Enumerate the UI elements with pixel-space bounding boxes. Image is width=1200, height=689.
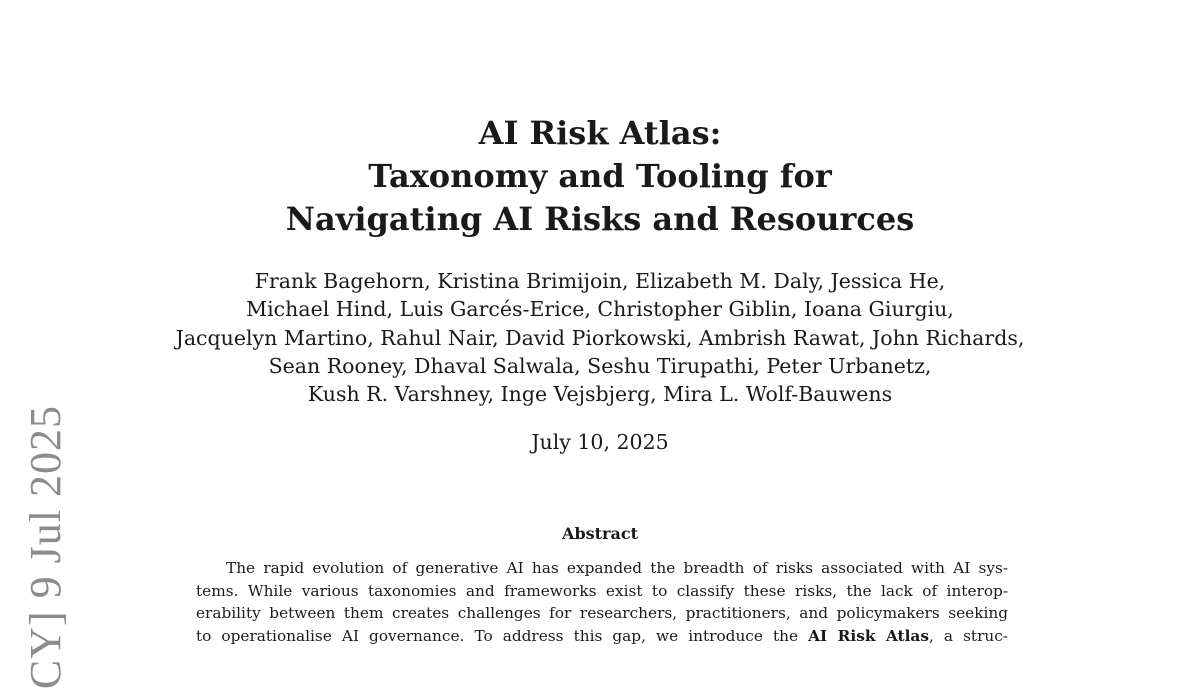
abstract-line: [196, 625, 1008, 648]
author-list: [0, 267, 1200, 408]
abstract-bold-term: AI Risk Atlas: [808, 626, 929, 645]
paper-title: [0, 112, 1200, 241]
title-line-3: Navigating AI Risks and Resources: [285, 200, 915, 238]
paper-date: July 10, 2025: [531, 430, 669, 454]
title-line-2: Taxonomy and Tooling for: [368, 157, 832, 195]
abstract-line: erability between them creates challenges for researchers, practitioners, and policymakers seeking: [196, 604, 1008, 622]
abstract-line: The rapid evolution of generative AI has expanded the breadth of risks associated with AI sys-: [226, 559, 1008, 577]
abstract-heading: Abstract: [562, 524, 638, 543]
abstract-line-text: to operationalise AI governance. To address this gap, we introduce the: [196, 626, 799, 645]
author-line: Frank Bagehorn, Kristina Brimijoin, Elizabeth M. Daly, Jessica He,: [254, 269, 946, 293]
abstract-body: [196, 557, 1008, 647]
author-line: Sean Rooney, Dhaval Salwala, Seshu Tirupathi, Peter Urbanetz,: [268, 353, 932, 378]
title-line-1: AI Risk Atlas:: [478, 114, 722, 152]
author-line: Michael Hind, Luis Garcés-Erice, Christopher Giblin, Ioana Giurgiu,: [246, 297, 954, 322]
author-line: Jacquelyn Martino, Rahul Nair, David Piorkowski, Ambrish Rawat, John Richards,: [175, 325, 1025, 350]
arxiv-stamp-text: CY] 9 Jul 2025: [21, 405, 70, 689]
abstract-line: tems. While various taxonomies and frameworks exist to classify these risks, the lack of interop-: [196, 581, 1008, 600]
abstract-line-tail: , a struc-: [928, 626, 1008, 645]
author-line: Kush R. Varshney, Inge Vejsbjerg, Mira L. Wolf-Bauwens: [307, 382, 893, 407]
